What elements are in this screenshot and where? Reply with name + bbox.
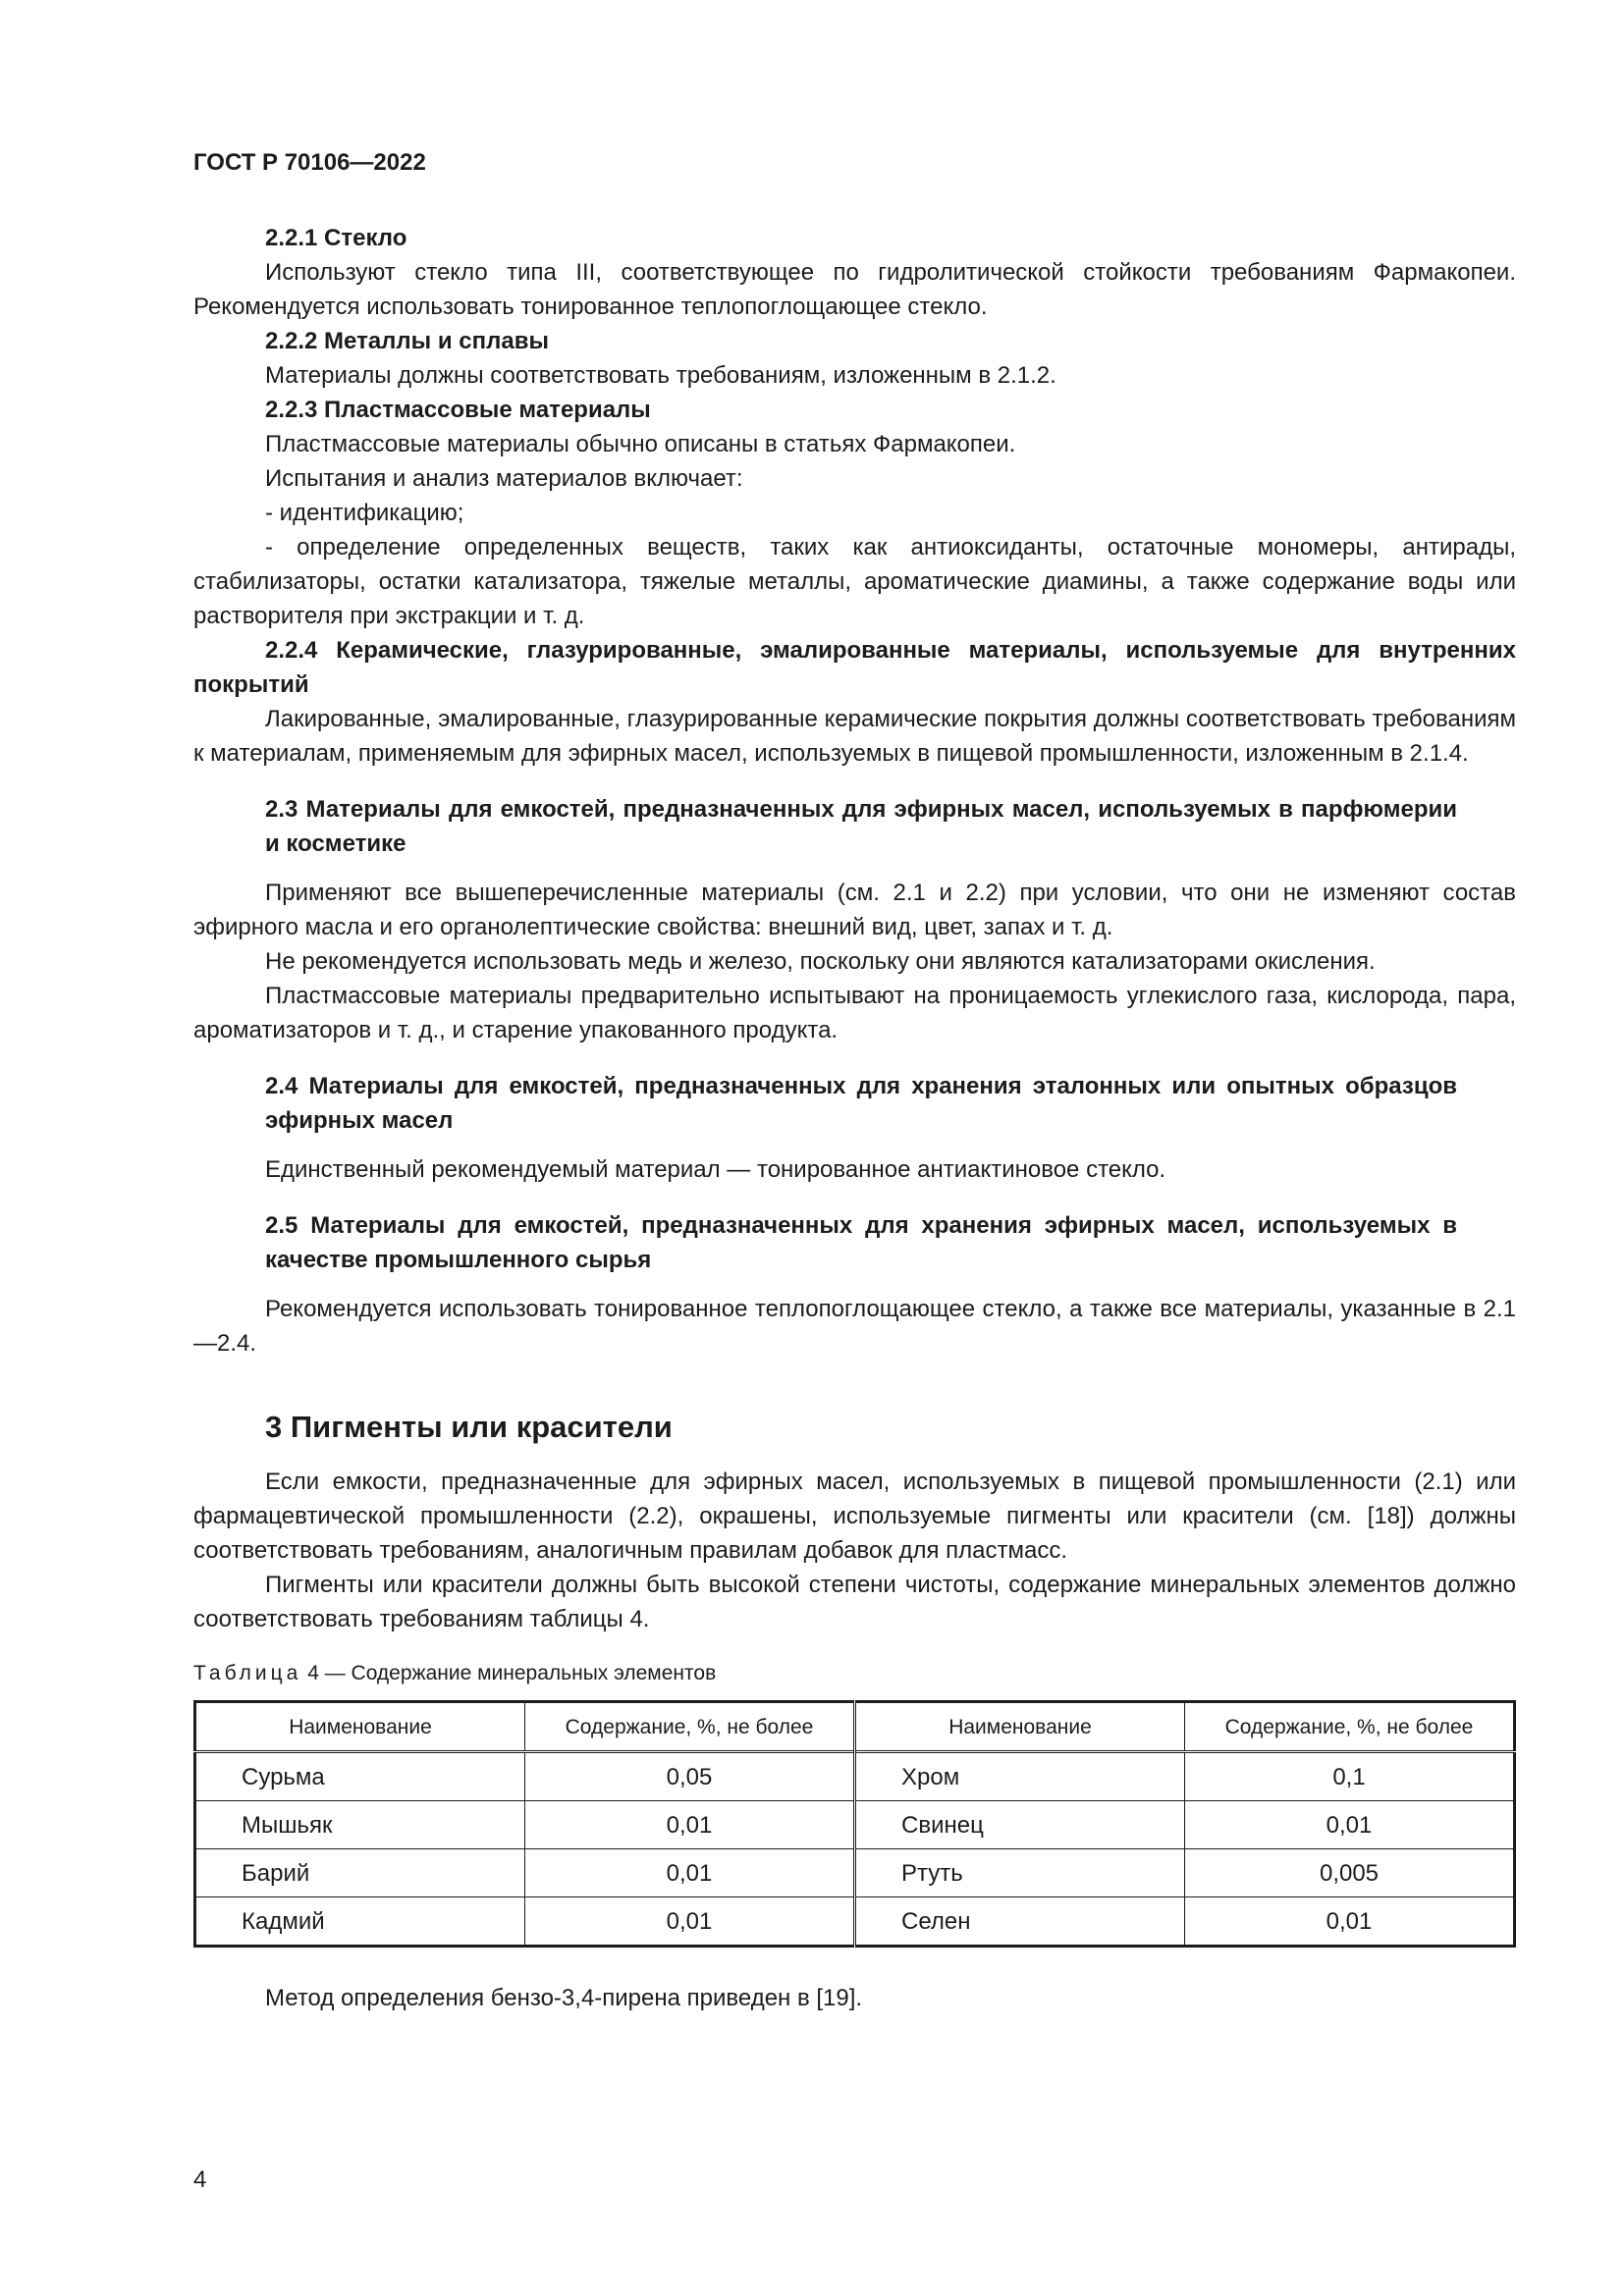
heading-2-4: 2.4 Материалы для емкостей, предназначенных для хранения эталонных или опытных образцов эфирных масел [265,1073,1457,1134]
header-name-left: Наименование [195,1702,525,1752]
paragraph-2-2-1: Используют стекло типа III, соответствующее по гидролитической стойкости требованиям Фармакопеи. Рекомендуется использовать тонированное теплопоглощающее стекло. [193,259,1516,320]
page-number: 4 [193,2166,207,2193]
mineral-elements-table [193,1700,1516,1948]
table-row [195,1897,1515,1947]
document-header: ГОСТ Р 70106—2022 [193,149,426,176]
table-header-row [195,1702,1515,1752]
header-content-right: Содержание, %, не более [1185,1702,1515,1752]
element-name: Свинец [855,1801,1185,1849]
element-content: 0,1 [1185,1752,1515,1801]
paragraph-2-3-2: Не рекомендуется использовать медь и железо, поскольку они являются катализаторами окисления. [265,948,1376,975]
closing-paragraph: Метод определения бензо-3,4-пирена приведен в [19]. [265,1985,863,2011]
element-content: 0,01 [525,1801,855,1849]
heading-2-3: 2.3 Материалы для емкостей, предназначенных для эфирных масел, используемых в парфюмерии и косметике [265,796,1457,857]
heading-2-2-1: 2.2.1 Стекло [265,225,407,251]
table-caption-text: 4 — Содержание минеральных элементов [307,1662,717,1684]
table-row [195,1752,1515,1801]
element-content: 0,01 [1185,1897,1515,1947]
heading-2-2-2: 2.2.2 Металлы и сплавы [265,328,549,354]
element-content: 0,01 [1185,1801,1515,1849]
element-name: Мышьяк [195,1801,525,1849]
header-content-left: Содержание, %, не более [525,1702,855,1752]
paragraph-2-2-3-1: Пластмассовые материалы обычно описаны в статьях Фармакопеи. [265,431,1016,457]
table-caption-label: Таблица [193,1662,302,1684]
element-content: 0,01 [525,1849,855,1897]
element-name: Барий [195,1849,525,1897]
paragraph-2-5: Рекомендуется использовать тонированное теплопоглощающее стекло, а также все материалы, указанные в 2.1—2.4. [193,1296,1516,1357]
element-name: Кадмий [195,1897,525,1947]
heading-3: 3 Пигменты или красители [265,1410,673,1444]
header-name-right: Наименование [855,1702,1185,1752]
table-row [195,1849,1515,1897]
heading-2-2-4: 2.2.4 Керамические, глазурированные, эмалированные материалы, используемые для внутренних покрытий [193,637,1516,698]
paragraph-3-2: Пигменты или красители должны быть высокой степени чистоты, содержание минеральных элементов должно соответствовать требованиям таблицы 4. [193,1572,1516,1632]
element-name: Ртуть [855,1849,1185,1897]
page-content [193,221,1516,2015]
paragraph-2-2-2: Материалы должны соответствовать требованиям, изложенным в 2.1.2. [265,362,1056,389]
heading-2-5: 2.5 Материалы для емкостей, предназначенных для хранения эфирных масел, используемых в качестве промышленного сырья [265,1212,1457,1273]
paragraph-3-1: Если емкости, предназначенные для эфирных масел, используемых в пищевой промышленности (2.1) или фармацевтической промышленности (2.2), окрашены, используемые пигменты или красители (см. [18]) должны соответствовать требованиям, аналогичным правилам добавок для пластмасс. [193,1468,1516,1564]
paragraph-2-3-3: Пластмассовые материалы предварительно испытывают на проницаемость углекислого газа, кислорода, пара, ароматизаторов и т. д., и старение упакованного продукта. [193,983,1516,1043]
element-name: Хром [855,1752,1185,1801]
element-name: Селен [855,1897,1185,1947]
heading-2-2-3: 2.2.3 Пластмассовые материалы [265,397,651,423]
table-caption [193,1656,1516,1690]
element-content: 0,01 [525,1897,855,1947]
element-name: Сурьма [195,1752,525,1801]
paragraph-2-2-4: Лакированные, эмалированные, глазурированные керамические покрытия должны соответствовать требованиям к материалам, применяемым для эфирных масел, используемых в пищевой промышленности, изложенным в 2.1.4. [193,706,1516,767]
paragraph-2-4: Единственный рекомендуемый материал — тонированное антиактиновое стекло. [265,1156,1166,1183]
element-content: 0,005 [1185,1849,1515,1897]
paragraph-2-2-3-2: Испытания и анализ материалов включает: [265,465,743,492]
list-item-substances: - определение определенных веществ, таких как антиоксиданты, остаточные мономеры, антирады, стабилизаторы, остатки катализатора, тяжелые металлы, ароматические диамины, а также содержание воды или растворителя при экстракции и т. д. [193,534,1516,629]
paragraph-2-3-1: Применяют все вышеперечисленные материалы (см. 2.1 и 2.2) при условии, что они не изменяют состав эфирного масла и его органолептические свойства: внешний вид, цвет, запах и т. д. [193,880,1516,940]
element-content: 0,05 [525,1752,855,1801]
table-row [195,1801,1515,1849]
list-item-identification: - идентификацию; [265,500,464,526]
